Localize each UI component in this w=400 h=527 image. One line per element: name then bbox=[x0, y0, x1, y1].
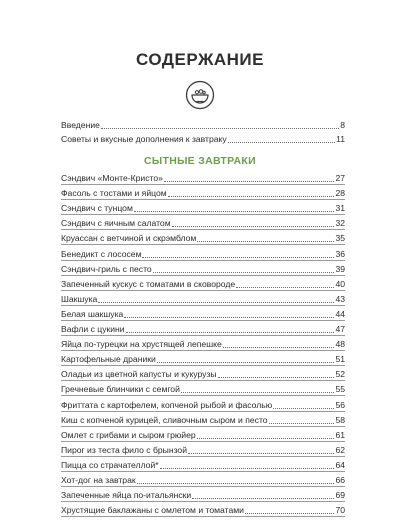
toc-entry-title: Советы и вкусные дополнения к завтраку bbox=[61, 134, 227, 145]
toc-entry-title: Введение bbox=[61, 120, 100, 131]
toc-entry bbox=[61, 170, 345, 185]
toc-entry bbox=[61, 351, 345, 366]
dot-leader bbox=[197, 241, 334, 242]
toc-entry-page: 44 bbox=[335, 308, 345, 319]
toc-entry bbox=[61, 336, 345, 351]
toc-entry-title: Запеченный кускус с томатами в сковороде bbox=[61, 278, 236, 289]
toc-entry-title: Запеченные яйца по-итальянски bbox=[61, 490, 192, 501]
toc-entry-title: Круассан с ветчиной и скрэмблом bbox=[61, 233, 197, 244]
toc-entry-page: 36 bbox=[335, 248, 345, 259]
toc-entry-title: Оладьи из цветной капусты и кукурузы bbox=[61, 369, 217, 380]
toc-entry-page: 40 bbox=[335, 278, 345, 289]
toc-entry bbox=[61, 321, 345, 336]
toc-entry-page: 56 bbox=[335, 399, 345, 410]
toc-entry-title: Пирог из теста фило с брынзой bbox=[61, 444, 187, 455]
dot-leader bbox=[218, 377, 335, 378]
page-title: СОДЕРЖАНИЕ bbox=[136, 50, 264, 69]
toc-entry-page: 62 bbox=[335, 444, 345, 455]
section-heading: СЫТНЫЕ ЗАВТРАКИ bbox=[144, 155, 256, 167]
toc-entry-page: 66 bbox=[335, 474, 345, 485]
toc-entry-page: 8 bbox=[340, 120, 345, 131]
toc-entry-title: Омлет с грибами и сыром грюйер bbox=[61, 429, 196, 440]
toc-entry bbox=[61, 396, 345, 411]
toc-entry-page: 69 bbox=[335, 490, 345, 501]
toc-entry bbox=[61, 412, 345, 427]
toc-entry-title: Хрустящие баклажаны с омлетом и томатами bbox=[61, 505, 244, 516]
toc-entry-page: 52 bbox=[335, 369, 345, 380]
toc-entry-title: Бенедикт с лососем bbox=[61, 248, 142, 259]
toc-entry-title: Пицца со страчателлой* bbox=[61, 459, 159, 470]
dot-leader bbox=[269, 423, 335, 424]
toc-entry-title: Сэндвич-гриль с песто bbox=[61, 263, 152, 274]
dot-leader bbox=[137, 483, 335, 484]
dot-leader bbox=[223, 347, 335, 348]
toc-entry-title: Шакшука bbox=[61, 293, 98, 304]
dot-leader bbox=[172, 226, 335, 227]
dot-leader bbox=[153, 272, 335, 273]
toc-entry-title: Фасоль с тостами и яйцом bbox=[61, 188, 167, 199]
dot-leader bbox=[124, 317, 334, 318]
toc-entry bbox=[61, 306, 345, 321]
dot-leader bbox=[192, 498, 334, 499]
intro-list bbox=[61, 117, 345, 145]
toc-entry bbox=[61, 381, 345, 396]
toc-entry bbox=[61, 261, 345, 276]
toc-list bbox=[61, 170, 345, 517]
dot-leader bbox=[197, 438, 335, 439]
dot-leader bbox=[98, 302, 334, 303]
dot-leader bbox=[134, 211, 335, 212]
dot-leader bbox=[273, 408, 334, 409]
dot-leader bbox=[157, 362, 335, 363]
toc-entry-page: 64 bbox=[335, 459, 345, 470]
toc-entry bbox=[61, 487, 345, 502]
toc-entry bbox=[61, 442, 345, 457]
toc-entry bbox=[61, 457, 345, 472]
toc-entry-title: Картофельные драники bbox=[61, 354, 156, 365]
toc-entry-page: 61 bbox=[335, 429, 345, 440]
toc-entry bbox=[61, 502, 345, 517]
dot-leader bbox=[164, 181, 335, 182]
toc-entry-page: 35 bbox=[335, 233, 345, 244]
toc-entry-title: Хот-дог на завтрак bbox=[61, 474, 136, 485]
toc-entry-page: 43 bbox=[335, 293, 345, 304]
toc-entry-title: Сэндвич «Монте-Кристо» bbox=[61, 173, 163, 184]
toc-entry-page: 31 bbox=[335, 203, 345, 214]
toc-entry-page: 70 bbox=[335, 505, 345, 516]
dot-leader bbox=[168, 196, 335, 197]
dot-leader bbox=[236, 287, 334, 288]
toc-entry bbox=[61, 200, 345, 215]
toc-entry bbox=[61, 230, 345, 245]
dot-leader bbox=[228, 142, 335, 143]
toc-entry-title: Сэндвич с яичным салатом bbox=[61, 218, 171, 229]
toc-entry bbox=[61, 366, 345, 381]
toc-entry-title: Белая шакшука bbox=[61, 308, 124, 319]
dot-leader bbox=[245, 513, 334, 514]
toc-entry bbox=[61, 291, 345, 306]
toc-entry-page: 39 bbox=[335, 263, 345, 274]
toc-entry bbox=[61, 131, 345, 145]
dot-leader bbox=[101, 128, 339, 129]
toc-entry bbox=[61, 117, 345, 131]
toc-entry bbox=[61, 276, 345, 291]
toc-entry-page: 48 bbox=[335, 339, 345, 350]
toc-entry bbox=[61, 427, 345, 442]
toc-entry-title: Вафли с цукини bbox=[61, 324, 125, 335]
toc-entry bbox=[61, 185, 345, 200]
toc-entry-page: 11 bbox=[336, 134, 345, 145]
toc-entry bbox=[61, 245, 345, 260]
toc-entry-title: Яйца по-турецки на хрустящей лепешке bbox=[61, 339, 222, 350]
toc-entry-page: 27 bbox=[335, 173, 345, 184]
toc-entry-title: Фриттата с картофелем, копченой рыбой и фасолью bbox=[61, 399, 273, 410]
dot-leader bbox=[181, 392, 335, 393]
toc-entry-page: 58 bbox=[335, 414, 345, 425]
toc-entry bbox=[61, 215, 345, 230]
toc-entry bbox=[61, 472, 345, 487]
toc-entry-page: 47 bbox=[335, 324, 345, 335]
bowl-emblem-icon bbox=[185, 80, 215, 110]
dot-leader bbox=[142, 257, 334, 258]
toc-entry-page: 55 bbox=[335, 384, 345, 395]
toc-entry-page: 51 bbox=[335, 354, 345, 365]
toc-entry-title: Киш с копченой курицей, сливочным сыром и песто bbox=[61, 414, 268, 425]
dot-leader bbox=[126, 332, 335, 333]
toc-entry-page: 28 bbox=[335, 188, 345, 199]
toc-entry-page: 32 bbox=[335, 218, 345, 229]
toc-entry-title: Гречневые блинчики с семгой bbox=[61, 384, 180, 395]
dot-leader bbox=[160, 468, 335, 469]
dot-leader bbox=[188, 453, 334, 454]
toc-entry-title: Сэндвич с тунцом bbox=[61, 203, 133, 214]
